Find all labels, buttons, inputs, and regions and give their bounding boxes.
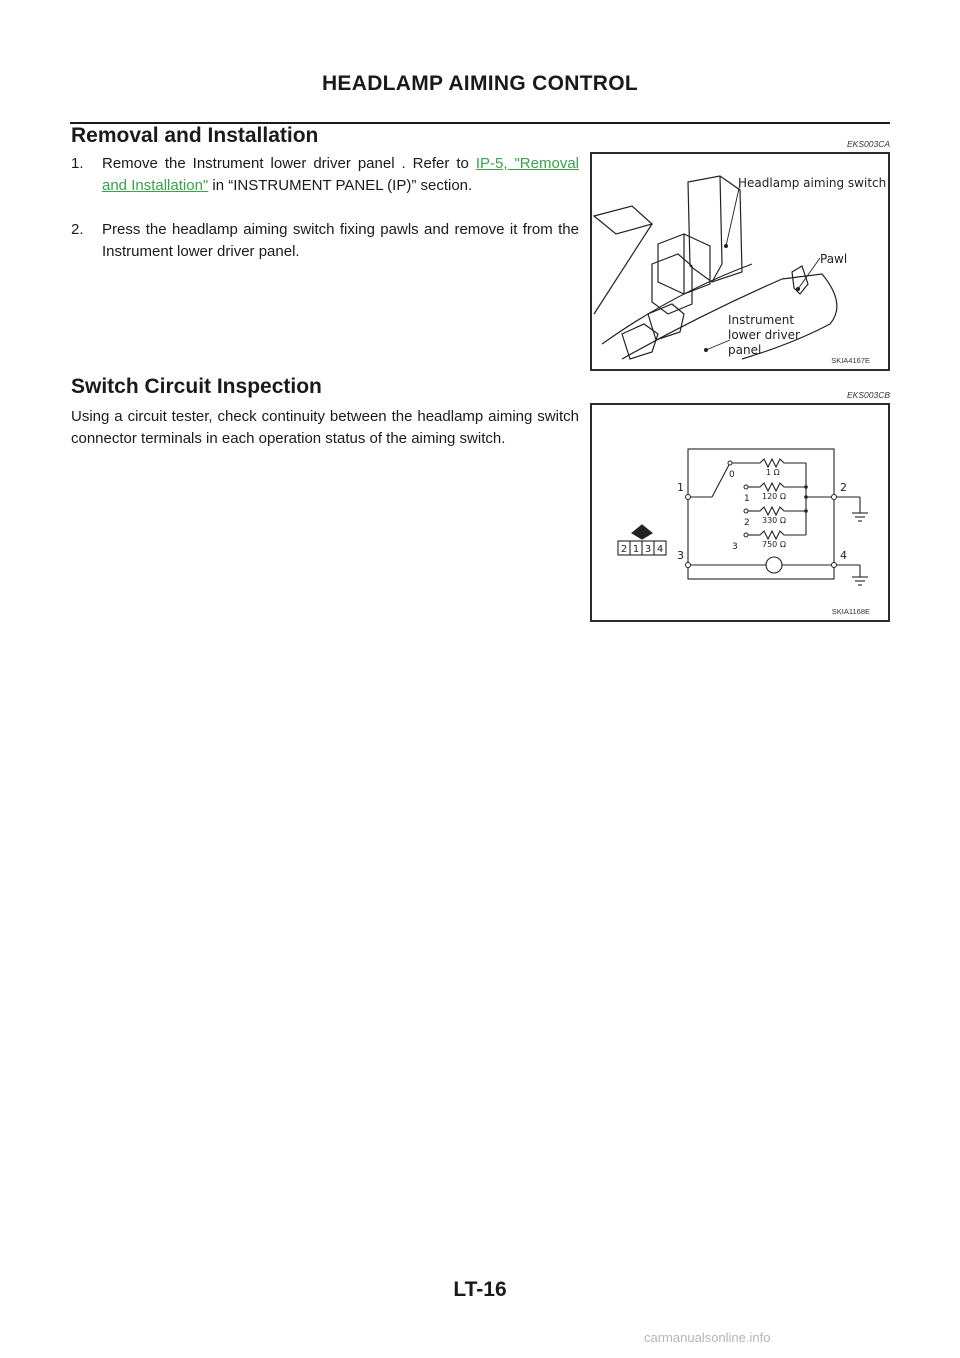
label-panel-line1: Instrument	[728, 313, 795, 327]
page-number: LT-16	[453, 1278, 507, 1301]
switch-position-0: 0	[729, 470, 735, 480]
switch-position-3: 3	[732, 542, 738, 552]
resistor-2-label: 120 Ω	[762, 492, 786, 501]
connector-pin-a: 2	[620, 544, 628, 555]
switch-circuit-diagram	[592, 405, 888, 620]
connector-pin-d: 4	[656, 544, 664, 555]
label-headlamp-aiming-switch: Headlamp aiming switch	[738, 176, 887, 190]
figure-code-circuit: SKIA1168E	[831, 607, 870, 616]
switch-position-1: 1	[744, 494, 750, 504]
step-2-number: 2.	[71, 221, 84, 238]
terminal-3-label: 3	[677, 549, 684, 562]
label-panel-line3: panel	[728, 343, 762, 357]
switch-removal-illustration	[592, 154, 888, 369]
switch-position-2: 2	[744, 518, 750, 528]
connector-pin-b: 1	[632, 544, 640, 555]
inspection-paragraph: Using a circuit tester, check continuity between the headlamp aiming switch connector terminals in each operation status of the aiming switch.	[71, 408, 579, 447]
label-pawl: Pawl	[820, 252, 848, 266]
connector-pin-c: 3	[644, 544, 652, 555]
section-title-removal: Removal and Installation	[71, 124, 319, 147]
resistor-4-label: 750 Ω	[762, 540, 786, 549]
section-code-inspection: EKS003CB	[847, 390, 890, 400]
ip5-link[interactable]: IP-5, "Removal and Installation"	[102, 155, 579, 194]
resistor-3-label: 330 Ω	[762, 516, 786, 525]
terminal-1-label: 1	[677, 481, 684, 494]
resistor-1-label: 1 Ω	[766, 468, 780, 477]
step-1-text	[102, 153, 579, 197]
step-1	[71, 153, 579, 197]
step-2	[71, 219, 579, 263]
step-1-pre: Remove the Instrument lower driver panel . Refer to	[102, 155, 476, 172]
site-watermark: carmanualsonline.info	[644, 1330, 771, 1345]
figure-code-removal: SKIA4167E	[831, 356, 870, 365]
figure-switch-circuit	[590, 403, 890, 622]
page-header-title: HEADLAMP AIMING CONTROL	[321, 72, 639, 95]
figure-switch-removal	[590, 152, 890, 371]
terminal-2-label: 2	[840, 481, 847, 494]
step-1-post: in “INSTRUMENT PANEL (IP)” section.	[208, 177, 473, 194]
terminal-4-label: 4	[840, 549, 847, 562]
step-2-text: Press the headlamp aiming switch fixing pawls and remove it from the Instrument lower driver panel.	[102, 221, 579, 260]
label-panel-line2: lower driver	[728, 328, 800, 342]
section-code-removal: EKS003CA	[847, 139, 890, 149]
step-1-number: 1.	[71, 155, 84, 172]
section-title-inspection: Switch Circuit Inspection	[71, 375, 322, 398]
